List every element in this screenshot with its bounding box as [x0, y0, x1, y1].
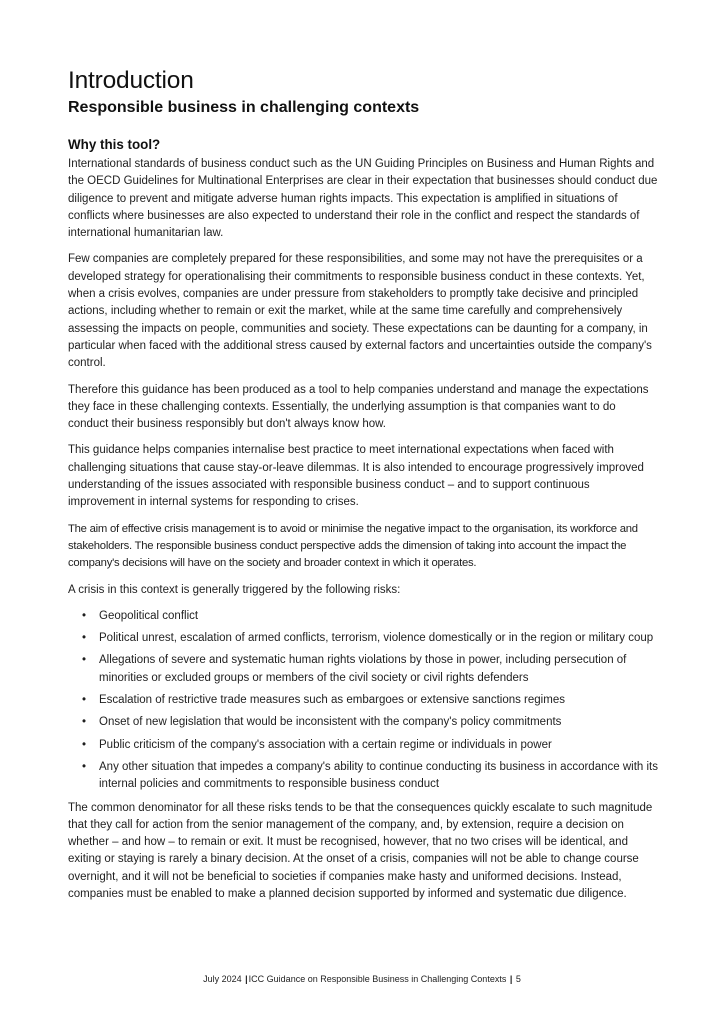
section-heading: Why this tool?: [68, 137, 161, 152]
list-item-text: Allegations of severe and systematic human rights violations by those in power, including persecution of minorities or excluded groups or members of the civil society or civil rights defenders: [99, 654, 627, 684]
footer-separator: |: [509, 974, 513, 984]
bullet-icon: •: [82, 609, 87, 622]
bullet-icon: •: [82, 760, 87, 773]
bullet-icon: •: [82, 738, 87, 751]
page-footer: [0, 973, 724, 985]
list-item-text: Any other situation that impedes a company's ability to continue conducting its business in accordance with its internal policies and commitments to responsible business conduct: [99, 760, 658, 791]
document-page: [68, 66, 658, 912]
list-item: [68, 692, 658, 709]
list-item-text: Escalation of restrictive trade measures such as embargoes or extensive sanctions regimes: [99, 694, 565, 707]
paragraph-preparedness: Few companies are completely prepared for these responsibilities, and some may not have the prerequisites or a developed strategy for operationalising their commitments to responsible business conduct in these contexts. Yet, when a crisis evolves, companies are under pressure from stakeholders to promptly take decisive and principled actions, including whether to remain or exit the market, while at the same time carefully and comprehensively assessing the impacts on people, communities and society. These expectations can be daunting for a company, in particular when faced with the additional stress caused by external factors and uncertainties outside the company's control.: [68, 253, 652, 370]
list-item-text: Geopolitical conflict: [99, 609, 199, 622]
paragraph-purpose: Therefore this guidance has been produced as a tool to help companies understand and manage the expectations they face in these challenging contexts. Essentially, the underlying assumption is that companies want to do conduct their business responsibly but don't always know how.: [68, 383, 649, 431]
list-item: [68, 630, 658, 647]
paragraph-standards: International standards of business conduct such as the UN Guiding Principles on Business and Human Rights and the OECD Guidelines for Multinational Enterprises are clear in their expectation that businesses should conduct due diligence to prevent and mitigate adverse human rights impacts. This expectation is amplified in situations of conflicts where businesses are also expected to understand their role in the conflict and respect the standards of international humanitarian law.: [68, 158, 658, 240]
paragraph-best-practice: This guidance helps companies internalise best practice to meet international expectations when faced with challenging situations that cause stay-or-leave dilemmas. It is also intended to encourage progressively improved understanding of the issues associated with responsible business conduct – and to support continuous improvement in internal systems for responding to crises.: [68, 444, 644, 509]
page-subtitle: Responsible business in challenging contexts: [68, 99, 420, 116]
bullet-icon: •: [82, 632, 87, 645]
bullet-icon: •: [82, 716, 87, 729]
list-item: [68, 737, 658, 754]
footer-document-title: ICC Guidance on Responsible Business in Challenging Contexts: [248, 974, 507, 984]
paragraph-risks-intro: A crisis in this context is generally triggered by the following risks:: [68, 583, 401, 596]
bullet-icon: •: [82, 694, 87, 707]
footer-page-number: 5: [515, 974, 521, 984]
risks-list: [68, 608, 658, 794]
list-item: [68, 608, 658, 625]
list-item-text: Political unrest, escalation of armed conflicts, terrorism, violence domestically or in the region or military coup: [99, 632, 654, 645]
footer-separator: |: [245, 974, 248, 984]
page-title: Introduction: [68, 67, 194, 94]
list-item-text: Onset of new legislation that would be inconsistent with the company's policy commitments: [99, 716, 562, 729]
paragraph-common-denominator: The common denominator for all these risks tends to be that the consequences quickly escalate to such magnitude that they call for action from the senior management of the company, and, by extension, require a decision on whether – and how – to remain or exit. It must be recognised, however, that no two crises will be identical, and exiting or staying is rarely a binary decision. At the onset of a crisis, companies will not be able to change course overnight, and it will not be beneficial to societies if companies make hasty and uniformed decisions. Instead, companies must be enabled to make a planned decision supported by informed and systematic due diligence.: [68, 801, 653, 900]
list-item: [68, 652, 658, 687]
list-item: [68, 714, 658, 731]
list-item: [68, 759, 658, 794]
bullet-icon: •: [82, 654, 87, 667]
list-item-text: Public criticism of the company's association with a certain regime or individuals in power: [99, 738, 552, 751]
footer-date: July 2024: [203, 974, 242, 984]
paragraph-crisis-management: The aim of effective crisis management is to avoid or minimise the negative impact to the organisation, its workforce and stakeholders. The responsible business conduct perspective adds the dimension of taking into account the impact the company's decisions will have on the society and broader context in which it operates.: [68, 522, 638, 570]
